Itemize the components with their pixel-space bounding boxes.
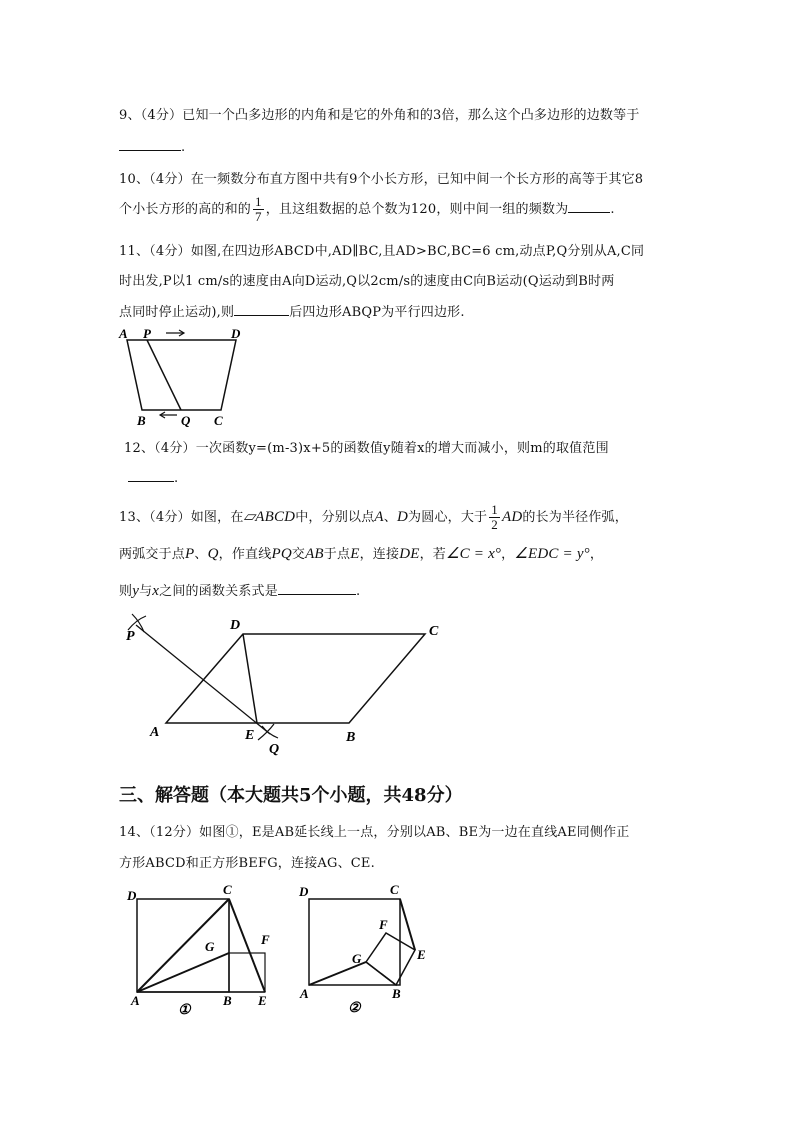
section-3-heading: 三、解答题（本大题共5个小题，共48分）: [119, 785, 463, 806]
q10-text-pre: 个小长方形的高的和的: [119, 202, 252, 217]
q9-period: .: [181, 140, 186, 155]
q13-segment-de: [243, 634, 257, 723]
q13-parallelogram-abcd: [166, 634, 425, 723]
q14-fig2-label-g: G: [352, 951, 362, 966]
q13-text-e: 两弧交于点: [119, 547, 186, 562]
q13-label-b: B: [346, 730, 356, 745]
q10-frac-num: 1: [255, 194, 262, 209]
q13-text-j: ，若: [419, 547, 446, 562]
q11-label-d: D: [231, 326, 241, 341]
q11-text-post: 后四边形ABQP为平行四边形.: [289, 305, 465, 320]
q14-line2: 方形ABCD和正方形BEFG，连接AG、CE.: [119, 856, 375, 871]
q13-parallelogram: ▱ABCD: [243, 509, 296, 525]
q14-fig1-segment-ce: [229, 899, 265, 992]
q14-fig2-label-b: B: [392, 986, 401, 1001]
q13-label-c: C: [429, 624, 439, 639]
q9-line1: 9、（4分）已知一个凸多边形的内角和是它的外角和的3倍，那么这个凸多边形的边数等于: [119, 108, 640, 123]
q13-label-e: E: [245, 728, 255, 743]
q10-period: .: [610, 202, 615, 217]
q13-point-p: P: [185, 546, 195, 562]
q13-period: .: [355, 584, 361, 599]
q13-de: DE: [399, 546, 420, 562]
q13-angle-edc: ∠EDC = y°: [514, 546, 590, 562]
q11-text-pre: 点同时停止运动),则: [119, 305, 235, 320]
q13-frac-num: 1: [491, 502, 498, 517]
q14-fig1-label-d: D: [127, 888, 137, 903]
q13-text-c: 为圆心，大于: [408, 510, 488, 525]
q10-frac-den: 7: [255, 209, 262, 224]
q13-text-g: 交: [291, 547, 306, 562]
q12-line1: 12、（4分）一次函数y=(m-3)x+5的函数值y随着x的增大而减小，则m的取值范围: [124, 441, 609, 456]
q13-text-m: 与: [139, 584, 153, 599]
q13-parallelogram-figure: [118, 608, 458, 760]
q13-sep-2: 、: [194, 547, 208, 562]
q13-text-n: 之间的函数关系式是: [159, 584, 278, 599]
q14-fig1-label-c: C: [223, 882, 232, 897]
q13-ad: AD: [501, 509, 523, 525]
q14-figure-2: [290, 878, 440, 1018]
q10-line1: 10、（4分）在一频数分布直方图中共有9个小长方形，已知中间一个长方形的高等于其它8: [119, 172, 644, 187]
q13-point-a: A: [374, 509, 384, 525]
q13-arc-q2: [262, 726, 278, 738]
q13-text-b: 中，分别以点: [295, 510, 375, 525]
q11-label-c: C: [214, 413, 223, 428]
q9-answer-blank: [119, 138, 181, 151]
q11-label-p: P: [143, 326, 151, 341]
q11-line3: [119, 301, 465, 320]
q14-fig1-label-f: F: [261, 932, 270, 947]
q14-line1: 14、（12分）如图①，E是AB延长线上一点，分别以AB、BE为一边在直线AE同侧作正: [119, 825, 630, 840]
q10-line2: [119, 195, 615, 224]
q14-fig2-label-c: C: [390, 882, 399, 897]
q14-fig1-label-a: A: [131, 993, 140, 1008]
q11-line2: 时出发,P以1 cm/s的速度由A向D运动,Q以2cm/s的速度由C向B运动(Q运动到B时两: [119, 274, 615, 289]
q9-line2: [119, 138, 185, 155]
q13-pq: PQ: [271, 546, 292, 562]
q14-fig1-label-e: E: [258, 993, 267, 1008]
q13-line1: [119, 503, 628, 532]
q10-text-post: ，且这组数据的总个数为120，则中间一组的频数为: [265, 202, 569, 217]
q13-comma: ，: [501, 547, 515, 562]
q14-fig2-label-a: A: [300, 986, 309, 1001]
q13-text-l: 则: [119, 584, 133, 599]
q14-fig1-label-g: G: [205, 939, 215, 954]
q11-label-b: B: [137, 413, 146, 428]
q11-segment-pq: [147, 340, 181, 410]
q11-line1: 11、（4分）如图,在四边形ABCD中,AD∥BC,且AD>BC,BC=6 cm,动点P,Q分别从A,C同: [119, 244, 645, 259]
q13-angle-c: ∠C = x°: [446, 546, 502, 562]
q13-sep-1: 、: [383, 510, 397, 525]
q11-label-a: A: [119, 326, 128, 341]
q13-point-d: D: [397, 509, 409, 525]
q13-fraction: [489, 503, 500, 532]
q14-fig2-number: ②: [348, 1001, 361, 1016]
q13-line2: [119, 543, 603, 563]
q10-fraction: [253, 195, 264, 224]
q13-label-p: P: [126, 629, 135, 644]
q12-period: .: [174, 471, 179, 486]
q11-answer-blank: [234, 303, 289, 316]
q14-fig2-square-bgfe: [366, 933, 415, 985]
q14-figure-1: [118, 878, 288, 1018]
q14-fig2-segment-gb: [366, 962, 396, 985]
q13-text-i: ，连接: [359, 547, 400, 562]
q11-trapezoid: [127, 340, 236, 410]
q14-fig1-label-b: B: [223, 993, 232, 1008]
q14-fig2-label-f: F: [379, 917, 388, 932]
q14-fig2-square-abcd: [309, 899, 400, 985]
q13-line3: [119, 580, 360, 600]
q13-label-a: A: [150, 725, 160, 740]
q13-text-a: 13、（4分）如图，在: [119, 510, 244, 525]
q13-arc-p1: [128, 616, 146, 630]
q13-text-h: 于点: [323, 547, 351, 562]
q13-frac-den: 2: [491, 517, 498, 532]
q12-line2: [128, 469, 178, 486]
q13-text-f: ，作直线: [218, 547, 272, 562]
q13-var-x: x: [152, 583, 160, 599]
q14-fig1-square-befg: [229, 953, 265, 992]
q13-point-q: Q: [207, 546, 219, 562]
q14-fig2-label-e: E: [417, 947, 426, 962]
q10-answer-blank: [568, 200, 610, 213]
q11-trapezoid-figure: [110, 322, 260, 432]
q13-label-q: Q: [269, 742, 280, 757]
q13-point-e: E: [350, 546, 360, 562]
q12-answer-blank: [128, 469, 174, 482]
q13-var-y: y: [132, 583, 140, 599]
q13-label-d: D: [230, 618, 241, 633]
q11-label-q: Q: [181, 413, 191, 428]
q13-ab: AB: [305, 546, 324, 562]
q14-fig1-segment-ag: [137, 953, 229, 992]
q13-text-k: ，: [589, 547, 604, 562]
q14-fig1-number: ①: [178, 1003, 191, 1018]
q13-answer-blank: [278, 582, 356, 595]
q14-fig1-segment-ac: [137, 899, 229, 992]
q14-fig2-label-d: D: [299, 884, 309, 899]
q13-text-d: 的长为半径作弧，: [522, 510, 628, 525]
